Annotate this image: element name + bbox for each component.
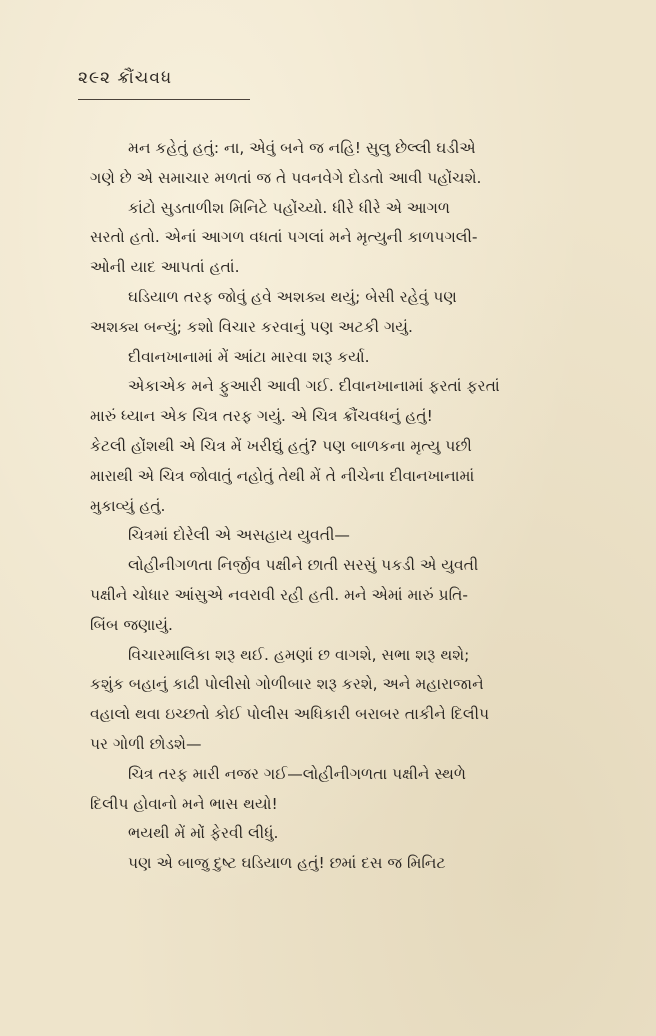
text-line: પર ગોળી છોડશે— [90,734,202,753]
text-line: વહાલો થવા ઇચ્છતો કોઈ પોલીસ અધિકારી બરાબર તાકીને દિલીપ [90,705,490,724]
text-line: કાંટો સુડતાળીશ મિનિટે પહોંચ્યો. ધીરે ધીરે એ આગળ [128,198,450,217]
paragraph [90,521,620,551]
paragraph [90,134,620,194]
text-line: ગણે છે એ સમાચાર મળતાં જ તે પવનવેગે દોડતો આવી પહોંચશે. [90,168,482,187]
text-line: ચિત્રમાં દોરેલી એ અસહાય યુવતી— [128,526,350,545]
text-line: વિચારમાલિકા શરૂ થઈ. હમણાં છ વાગશે, સભા શરૂ થશે; [128,645,470,664]
text-line: ભયથી મેં મોં ફેરવી લીધું. [128,824,279,843]
text-line: દિલીપ હોવાનો મને ભાસ થયો! [90,794,278,813]
paragraph [90,283,620,343]
paragraph [90,760,620,820]
text-line: મારાથી એ ચિત્ર જોવાતું નહોતું તેથી મેં તે નીચેના દીવાનખાનામાં [90,466,475,485]
text-line: મુકાવ્યું હતું. [90,496,166,515]
header-rule [78,99,250,100]
paragraph [90,551,620,640]
text-line: દીવાનખાનામાં મેં આંટા મારવા શરૂ કર્યા. [128,347,370,366]
paragraph [90,641,620,760]
text-line: પક્ષીને ચોધાર આંસુએ નવરાવી રહી હતી. મને એમાં મારું પ્રતિ- [90,585,468,604]
text-line: અશક્ય બન્યું; કશો વિચાર કરવાનું પણ અટકી ગયું. [90,317,413,336]
running-head: ૨૯૨ ક્રૌંચવધ [78,68,173,88]
text-line: ચિત્ર તરફ મારી નજર ગઈ—લોહીનીગળતા પક્ષીને સ્થળે [128,764,466,783]
text-line: કેટલી હોંશથી એ ચિત્ર મેં ખરીદ્યું હતું? પણ બાળકના મૃત્યુ પછી [90,436,472,455]
paragraph [90,372,620,521]
text-line: ઘડિયાળ તરફ જોવું હવે અશક્ય થયું; બેસી રહેવું પણ [128,287,457,306]
text-line: ઓની યાદ આપતાં હતાં. [90,258,240,277]
text-line: મારું ધ્યાન એક ચિત્ર તરફ ગયું. એ ચિત્ર ક્રૌંચવધનું હતું! [90,407,433,426]
paragraph [90,849,620,879]
text-line: કશુંક બહાનું કાઢી પોલીસો ગોળીબાર શરૂ કરશે, અને મહારાજાને [90,675,484,694]
paragraph [90,194,620,283]
paragraph [90,819,620,849]
text-line: બિંબ જણાયું. [90,615,173,634]
text-line: એકાએક મને ફુઆરી આવી ગઈ. દીવાનખાનામાં ફરતાં ફરતાં [128,377,500,396]
text-line: મન કહેતું હતું: ના, એવું બને જ નહિ! સુલુ છેલ્લી ઘડીએ [128,139,476,157]
paragraph [90,343,620,373]
body-text [90,134,620,879]
text-line: લોહીનીગળતા નિર્જીવ પક્ષીને છાતી સરસું પકડી એ યુવતી [128,556,479,575]
text-line: પણ એ બાજુ દુષ્ટ ઘડિયાળ હતું! છમાં દસ જ મિનિટ [128,854,446,873]
text-line: સરતો હતો. એનાં આગળ વધતાં પગલાં મને મૃત્યુની કાળપગલી- [90,228,478,247]
